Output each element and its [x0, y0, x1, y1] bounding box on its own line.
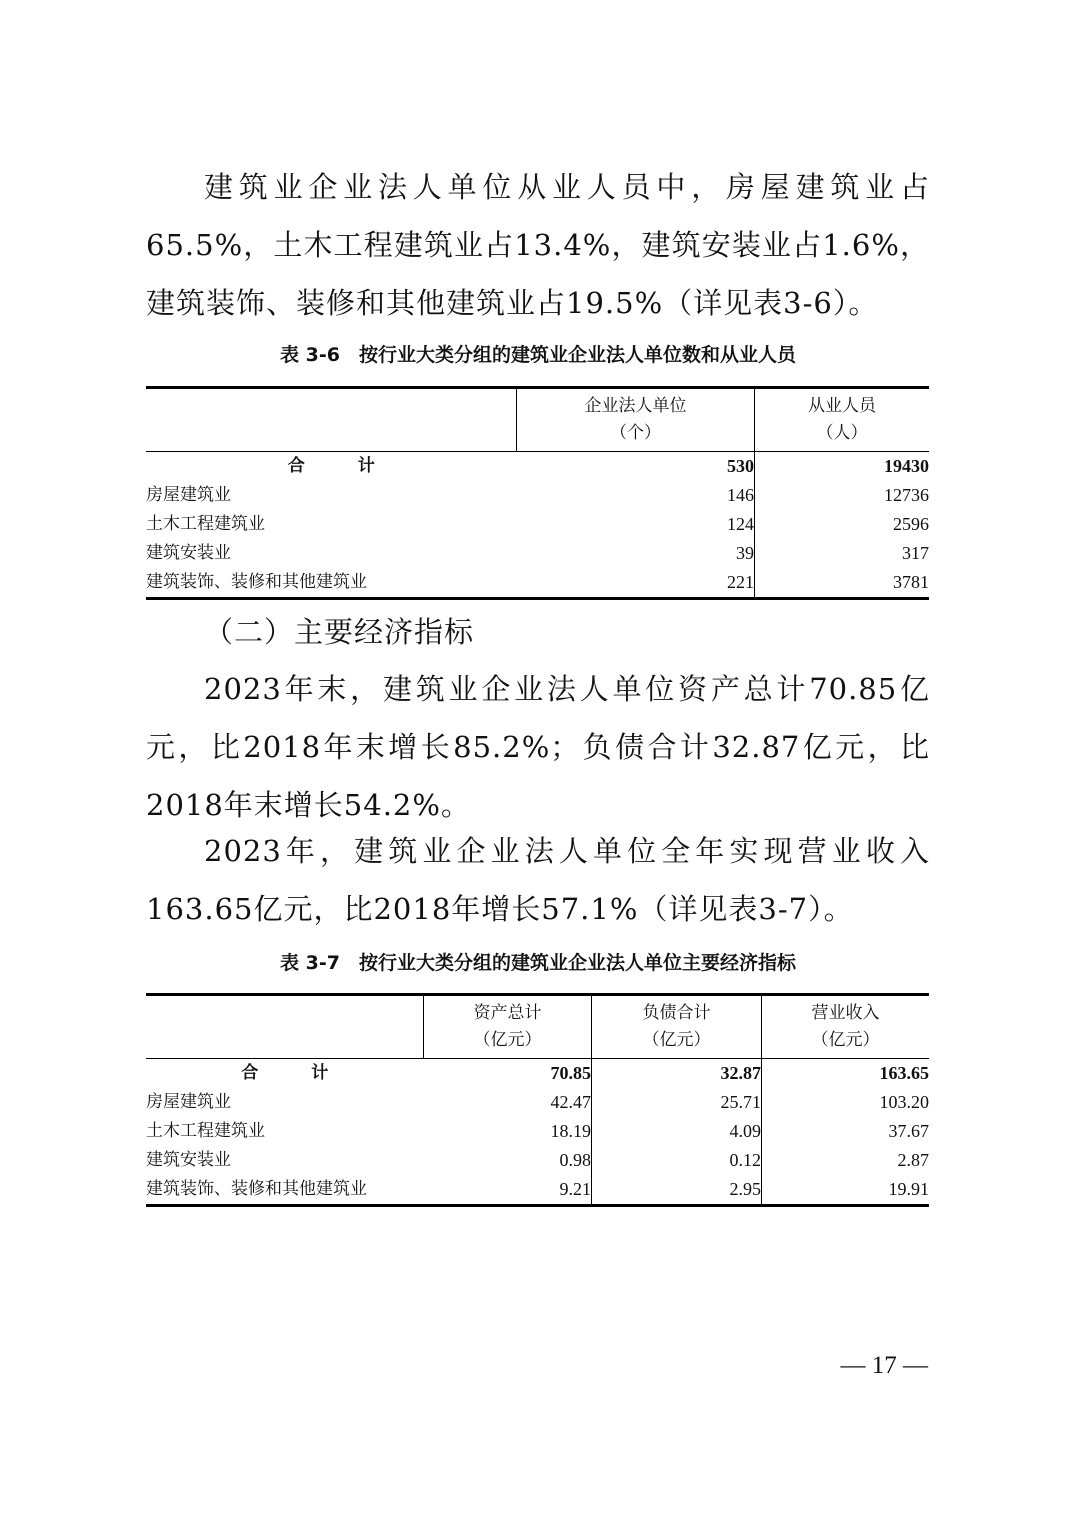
section-subheading: （二）主要经济指标 — [204, 615, 475, 649]
header-employees — [755, 388, 930, 452]
cell-value: 32.87 — [592, 1059, 762, 1089]
row-label: 建筑安装业 — [146, 543, 231, 563]
header-liabilities — [592, 995, 762, 1059]
table-row — [146, 1059, 929, 1089]
page-number: — 17 — — [840, 1352, 928, 1379]
cell-value: 25.71 — [592, 1088, 762, 1117]
cell-value: 530 — [727, 456, 754, 476]
table-row — [146, 1117, 929, 1146]
row-label: 建筑装饰、装修和其他建筑业 — [146, 572, 367, 592]
table-3-7 — [146, 993, 929, 1207]
cell-value: 163.65 — [762, 1059, 930, 1089]
header-revenue — [762, 995, 930, 1059]
cell-value: 221 — [727, 572, 754, 592]
row-label: 合 计 — [287, 456, 393, 476]
cell-value: 103.20 — [762, 1088, 930, 1117]
header-units-unit: （个） — [610, 423, 661, 443]
table-row — [146, 568, 929, 599]
row-label: 土木工程建筑业 — [146, 1121, 265, 1141]
table-row — [146, 1088, 929, 1117]
paragraph-assets: 2023年末，建筑业企业法人单位资产总计70.85亿元，比2018年末增长85.2%；负债合计32.87亿元，比2018年末增长54.2%。 — [146, 672, 930, 822]
table-row — [146, 510, 929, 539]
table-row — [146, 452, 929, 482]
header-units-label: 企业法人单位 — [584, 396, 687, 416]
cell-value: 146 — [727, 485, 754, 505]
cell-value: 124 — [727, 514, 754, 534]
cell-value: 2596 — [755, 510, 930, 539]
paragraph-employment: 建筑业企业法人单位从业人员中，房屋建筑业占65.5%，土木工程建筑业占13.4%，建筑安装业占1.6%，建筑装饰、装修和其他建筑业占19.5%（详见表3-6）。 — [146, 170, 930, 320]
table-row — [146, 481, 929, 510]
table-row — [146, 539, 929, 568]
cell-value: 37.67 — [762, 1117, 930, 1146]
cell-value: 42.47 — [550, 1092, 591, 1112]
cell-value: 2.87 — [762, 1146, 930, 1175]
row-label: 土木工程建筑业 — [146, 514, 265, 534]
cell-value: 39 — [736, 543, 754, 563]
row-label: 房屋建筑业 — [146, 1092, 231, 1112]
table-row — [146, 1146, 929, 1175]
header-employees-label: 从业人员 — [808, 396, 876, 416]
table-3-6 — [146, 386, 929, 600]
cell-value: 0.98 — [559, 1150, 591, 1170]
cell-value: 70.85 — [550, 1063, 591, 1083]
cell-value: 18.19 — [550, 1121, 591, 1141]
table-3-6-caption: 表 3-6 按行业大类分组的建筑业企业法人单位数和从业人员 — [280, 344, 796, 366]
header-assets — [424, 995, 592, 1059]
cell-value: 19.91 — [762, 1175, 930, 1206]
header-assets-label: 资产总计 — [473, 1003, 542, 1023]
row-label: 房屋建筑业 — [146, 485, 231, 505]
row-label: 建筑装饰、装修和其他建筑业 — [146, 1179, 367, 1199]
row-label: 建筑安装业 — [146, 1150, 231, 1170]
header-liabilities-label: 负债合计 — [642, 1003, 711, 1023]
header-liabilities-unit: （亿元） — [642, 1030, 711, 1050]
row-label: 合 计 — [241, 1063, 347, 1083]
header-blank — [146, 388, 517, 452]
paragraph-revenue: 2023年，建筑业企业法人单位全年实现营业收入163.65亿元，比2018年增长57.1%（详见表3-7）。 — [146, 834, 930, 926]
cell-value: 317 — [755, 539, 930, 568]
header-blank — [146, 995, 424, 1059]
table-3-7-caption: 表 3-7 按行业大类分组的建筑业企业法人单位主要经济指标 — [280, 952, 796, 974]
header-revenue-label: 营业收入 — [811, 1003, 880, 1023]
cell-value: 0.12 — [592, 1146, 762, 1175]
cell-value: 4.09 — [592, 1117, 762, 1146]
cell-value: 19430 — [755, 452, 930, 482]
header-assets-unit: （亿元） — [473, 1030, 542, 1050]
cell-value: 9.21 — [559, 1179, 591, 1199]
cell-value: 12736 — [755, 481, 930, 510]
cell-value: 3781 — [755, 568, 930, 599]
table-row — [146, 1175, 929, 1206]
header-employees-unit: （人） — [816, 423, 868, 443]
header-units — [517, 388, 755, 452]
cell-value: 2.95 — [592, 1175, 762, 1206]
header-revenue-unit: （亿元） — [811, 1030, 880, 1050]
